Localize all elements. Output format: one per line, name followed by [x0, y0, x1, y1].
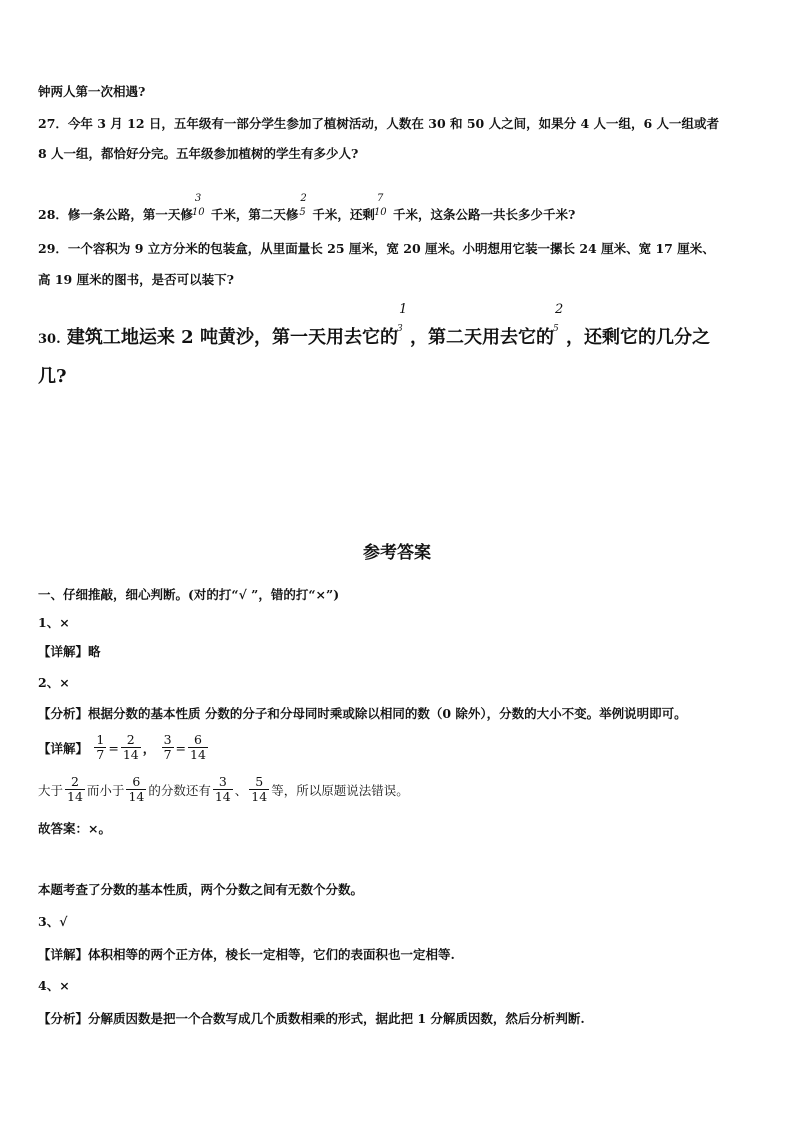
q30-f1-num: 1	[398, 302, 408, 317]
text-segment: 、	[234, 782, 248, 798]
answer-3-detail: 【详解】体积相等的两个正方体，棱长一定相等，它们的表面积也一定相等.	[38, 947, 455, 962]
answer-2-summary: 本题考查了分数的基本性质，两个分数之间有无数个分数。	[38, 882, 364, 897]
q28-fraction-1	[191, 193, 211, 219]
q30-line2: 几?	[38, 366, 67, 387]
q30-line1	[38, 302, 710, 348]
answer-2-detail-line2	[38, 775, 409, 805]
q28-f3-den: 10	[373, 207, 387, 218]
answers-title: 参考答案	[363, 543, 431, 563]
q28-part4: 千米，这条公路一共长多少千米?	[392, 207, 576, 222]
equals-sign: =	[108, 740, 119, 756]
q30-f2-den: 5	[552, 324, 559, 334]
q29-line2: 高 19 厘米的图书，是否可以装下?	[38, 272, 234, 287]
q26-tail: 钟两人第一次相遇?	[38, 84, 146, 99]
q30-fraction-2	[552, 302, 566, 343]
q28-f1-num: 3	[194, 193, 202, 204]
answer-1: 1、×	[38, 615, 70, 630]
q28-f1-den: 10	[191, 207, 205, 218]
q30-fraction-1	[396, 302, 410, 343]
q28-part2: 千米，第二天修	[210, 207, 299, 222]
fraction-6-14: $\frac{6}{14}$	[128, 774, 145, 805]
fraction-1-7: $\frac{1}{7}$	[96, 732, 105, 763]
q27-line2: 8 人一组，都恰好分完。五年级参加植树的学生有多少人?	[38, 146, 359, 161]
answer-1-detail: 【详解】略	[38, 644, 101, 659]
answer-4: 4、×	[38, 978, 70, 993]
answer-2-analysis: 【分析】根据分数的基本性质 分数的分子和分母同时乘或除以相同的数（0 除外），分数的大小不变。举例说明即可。	[38, 706, 687, 721]
q28-fraction-2	[298, 193, 312, 219]
answer-4-analysis: 【分析】分解质因数是把一个合数写成几个质数相乘的形式，据此把 1 分解质因数，然后分析判断.	[38, 1011, 585, 1026]
fraction-5-14: $\frac{5}{14}$	[251, 774, 268, 805]
q28-f3-num: 7	[376, 193, 384, 204]
q28-part1: 28．修一条公路，第一天修	[38, 207, 193, 222]
q30-number: 30.	[38, 332, 61, 347]
q30-f1-den: 3	[396, 324, 403, 334]
q30-part3: ，还剩它的几分之	[565, 327, 710, 348]
answer-2-detail	[38, 733, 210, 763]
q28-fraction-3	[373, 193, 393, 219]
fraction-3-14: $\frac{3}{14}$	[214, 774, 231, 805]
q28-f2-den: 5	[299, 207, 306, 218]
answer-2: 2、×	[38, 675, 70, 690]
text-segment: 等，所以原题说法错误。	[271, 782, 409, 798]
text-segment: 而小于	[86, 782, 125, 798]
q28	[38, 193, 576, 222]
text-segment: 大于	[38, 782, 64, 798]
answer-2-conclusion: 故答案：×。	[38, 821, 111, 836]
q28-part3: 千米，还剩	[312, 207, 375, 222]
q30-f2-num: 2	[554, 302, 564, 317]
equals-sign: =	[175, 740, 187, 756]
fraction-2-14: $\frac{2}{14}$	[122, 732, 139, 763]
comma: ，	[142, 740, 156, 756]
fraction-2-14: $\frac{2}{14}$	[67, 774, 83, 805]
answers-section-1: 一、仔细推敲，细心判断。(对的打“√ ”，错的打“×”)	[38, 587, 340, 602]
answer-3: 3、√	[38, 914, 68, 929]
q29-line1: 29．一个容积为 9 立方分米的包装盒，从里面量长 25 厘米，宽 20 厘米。小明想用它装一摞长 24 厘米、宽 17 厘米、	[38, 241, 715, 256]
text-segment: 的分数还有	[148, 782, 211, 798]
q27-line1: 27．今年 3 月 12 日，五年级有一部分学生参加了植树活动，人数在 30 和 50 人之间，如果分 4 人一组，6 人一组或者	[38, 116, 720, 131]
q30-part2: ，第二天用去它的	[409, 327, 554, 348]
fraction-6-14: $\frac{6}{14}$	[190, 732, 206, 763]
q28-f2-num: 2	[300, 193, 307, 204]
fraction-3-7: $\frac{3}{7}$	[163, 732, 172, 763]
q30-part1: 建筑工地运来 2 吨黄沙，第一天用去它的	[66, 327, 398, 348]
answer-2-detail-label: 【详解】	[38, 740, 89, 756]
